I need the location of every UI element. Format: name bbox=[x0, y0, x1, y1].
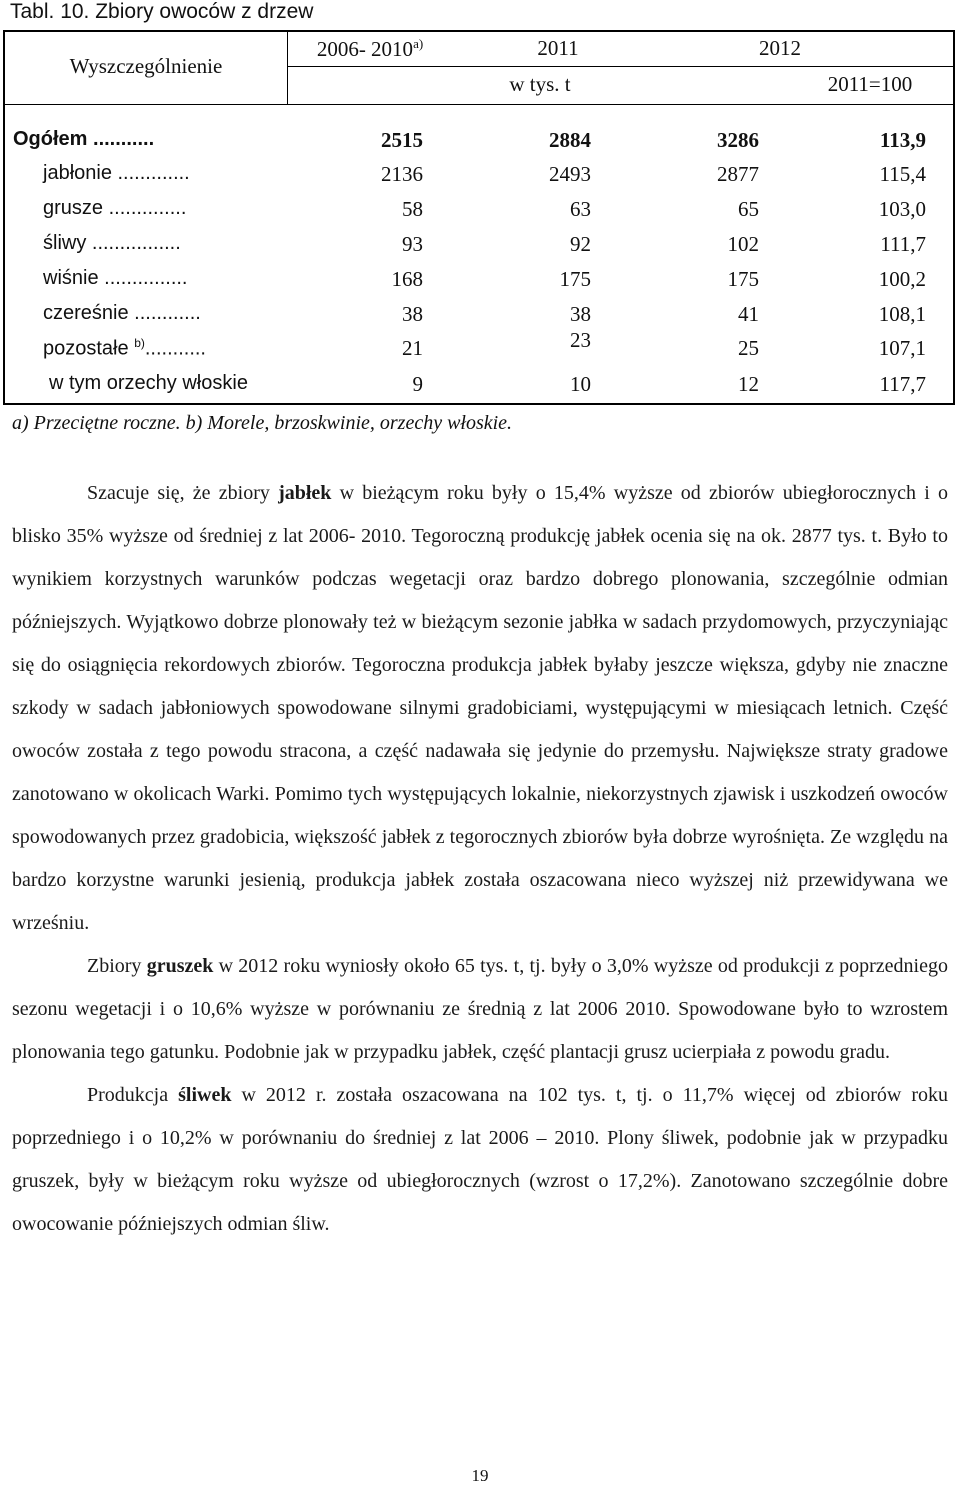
cell-2012: 12 bbox=[738, 372, 759, 396]
cell-2012: 102 bbox=[727, 232, 759, 256]
table-notes: a) Przeciętne roczne. b) Morele, brzoskwinie, orzechy włoskie. bbox=[12, 412, 513, 434]
header-divider bbox=[5, 104, 953, 105]
cell-2012: 3286 bbox=[717, 128, 759, 152]
row-label: czereśnie ............ bbox=[43, 302, 201, 324]
header-wyszczegolnienie: Wyszczególnienie bbox=[69, 54, 223, 78]
cell-index: 117,7 bbox=[879, 372, 926, 396]
row-label: pozostałe $^{b)}$........... bbox=[43, 336, 206, 360]
cell-2006-2010: 2136 bbox=[381, 162, 423, 186]
header-2011: 2011 bbox=[537, 36, 579, 60]
paragraph-plums: Produkcja śliwek w 2012 r. została oszacowana na 102 tys. t, tj. o 11,7% więcej od zbiorów roku poprzedniego i o 10,2% w porównaniu do średniej z lat 2006 – 2010. Plony śliwek, podobnie jak w przypadku gruszek, były w bieżącym roku wyższe od ubiegłorocznych (wzrost o 17,2%). Zanotowano szczególnie dobre owocowanie późniejszych odmian śliw. bbox=[12, 1084, 949, 1235]
cell-2012: 41 bbox=[738, 302, 759, 326]
cell-2006-2010: 21 bbox=[402, 336, 423, 360]
cell-2006-2010: 93 bbox=[402, 232, 423, 256]
row-label: w tym orzechy włoskie bbox=[49, 372, 248, 394]
table-row bbox=[5, 302, 953, 336]
page-number: 19 bbox=[471, 1466, 489, 1485]
row-label: grusze .............. bbox=[43, 197, 187, 219]
paragraph-apples: Szacuje się, że zbiory jabłek w bieżącym roku były o 15,4% wyższe od zbiorów ubiegłorocznych i o blisko 35% wyższe od średniej z lat 2006- 2010. Tegoroczną produkcję jabłek ocenia się na ok. 2877 tys. t. Było to wynikiem korzystnych warunków podczas wegetacji oraz bardzo dobrego plonowania, szczególnie odmian późniejszych. Wyjątkowo dobrze plonowały też w bieżącym sezonie jabłka w sadach przydomowych, przyczyniając się do osiągnięcia rekordowych zbiorów. Tegoroczna produkcja jabłek byłaby jeszcze większa, gdyby nie znaczne szkody w sadach jabłoniowych spowodowane silnymi gradobiciami, występującymi w miesiącach letnich. Część owoców została z tego powodu stracona, a część nadawała się jedynie do przemysłu. Największe straty gradowe zanotowano w okolicach Warki. Pomimo tych występujących lokalnie, niekorzystnych zjawisk i uszkodzeń owoców spowodowanych przez gradobicia, większość jabłek z tegorocznych zbiorów była dobrze wyrośnięta. Ze względu na bardzo korzystne warunki jesienią, produkcja jabłek została oszacowana nieco wyższej niż przewidywana we wrześniu. bbox=[12, 482, 948, 934]
cell-2012: 2877 bbox=[717, 162, 759, 186]
row-label: Ogółem ........... bbox=[13, 128, 155, 150]
cell-index: 115,4 bbox=[879, 162, 926, 186]
cell-index: 108,1 bbox=[878, 302, 926, 326]
table-title: Tabl. 10. Zbiory owoców z drzew bbox=[10, 0, 314, 23]
cell-2006-2010: 168 bbox=[391, 267, 423, 291]
cell-index: 111,7 bbox=[880, 232, 926, 256]
paragraph-pears: Zbiory gruszek w 2012 roku wyniosły około 65 tys. t, tj. były o 3,0% wyższe od produkcji z poprzedniego sezonu wegetacji i o 10,6% wyższe w porównaniu ze średnią z lat 2006 2010. Spowodowane było to wzrostem plonowania tego gatunku. Podobnie jak w przypadku jabłek, część plantacji grusz ucierpiała z powodu gradu. bbox=[12, 955, 948, 1063]
table-row bbox=[5, 372, 953, 406]
table-row bbox=[5, 128, 953, 162]
header-subdivider bbox=[287, 66, 953, 67]
cell-index: 107,1 bbox=[878, 336, 926, 360]
header-2012: 2012 bbox=[759, 36, 801, 60]
cell-2006-2010: 38 bbox=[402, 302, 423, 326]
cell-2011: 2493 bbox=[549, 162, 591, 186]
table-row bbox=[5, 197, 953, 231]
cell-2006-2010: 58 bbox=[402, 197, 423, 221]
table-row bbox=[5, 267, 953, 301]
header-index: 2011=100 bbox=[827, 72, 913, 96]
row-label: wiśnie ............... bbox=[43, 267, 188, 289]
cell-2011: 92 bbox=[570, 232, 591, 256]
cell-2012: 175 bbox=[727, 267, 759, 291]
header-2006-2010: 2006- 2010$^{a)}$ bbox=[316, 36, 424, 61]
table-row bbox=[5, 162, 953, 196]
row-label: śliwy ................ bbox=[43, 232, 181, 254]
cell-index: 113,9 bbox=[879, 128, 926, 152]
cell-2011: 2884 bbox=[549, 128, 591, 152]
fruit-harvest-table bbox=[3, 30, 955, 405]
cell-2011: 63 bbox=[570, 197, 591, 221]
table-row bbox=[5, 328, 953, 370]
body-text bbox=[12, 472, 948, 1246]
column-divider-2 bbox=[287, 32, 288, 104]
cell-2012: 65 bbox=[738, 197, 759, 221]
cell-2011: 23 bbox=[570, 328, 591, 352]
cell-2011: 38 bbox=[570, 302, 591, 326]
cell-2011: 10 bbox=[570, 372, 591, 396]
cell-2006-2010: 2515 bbox=[381, 128, 423, 152]
cell-2006-2010: 9 bbox=[412, 372, 423, 396]
table-row bbox=[5, 232, 953, 266]
cell-index: 103,0 bbox=[878, 197, 926, 221]
cell-2011: 175 bbox=[559, 267, 591, 291]
cell-index: 100,2 bbox=[878, 267, 926, 291]
cell-2012: 25 bbox=[738, 336, 759, 360]
header-unit: w tys. t bbox=[509, 72, 571, 96]
row-label: jabłonie ............. bbox=[43, 162, 190, 184]
